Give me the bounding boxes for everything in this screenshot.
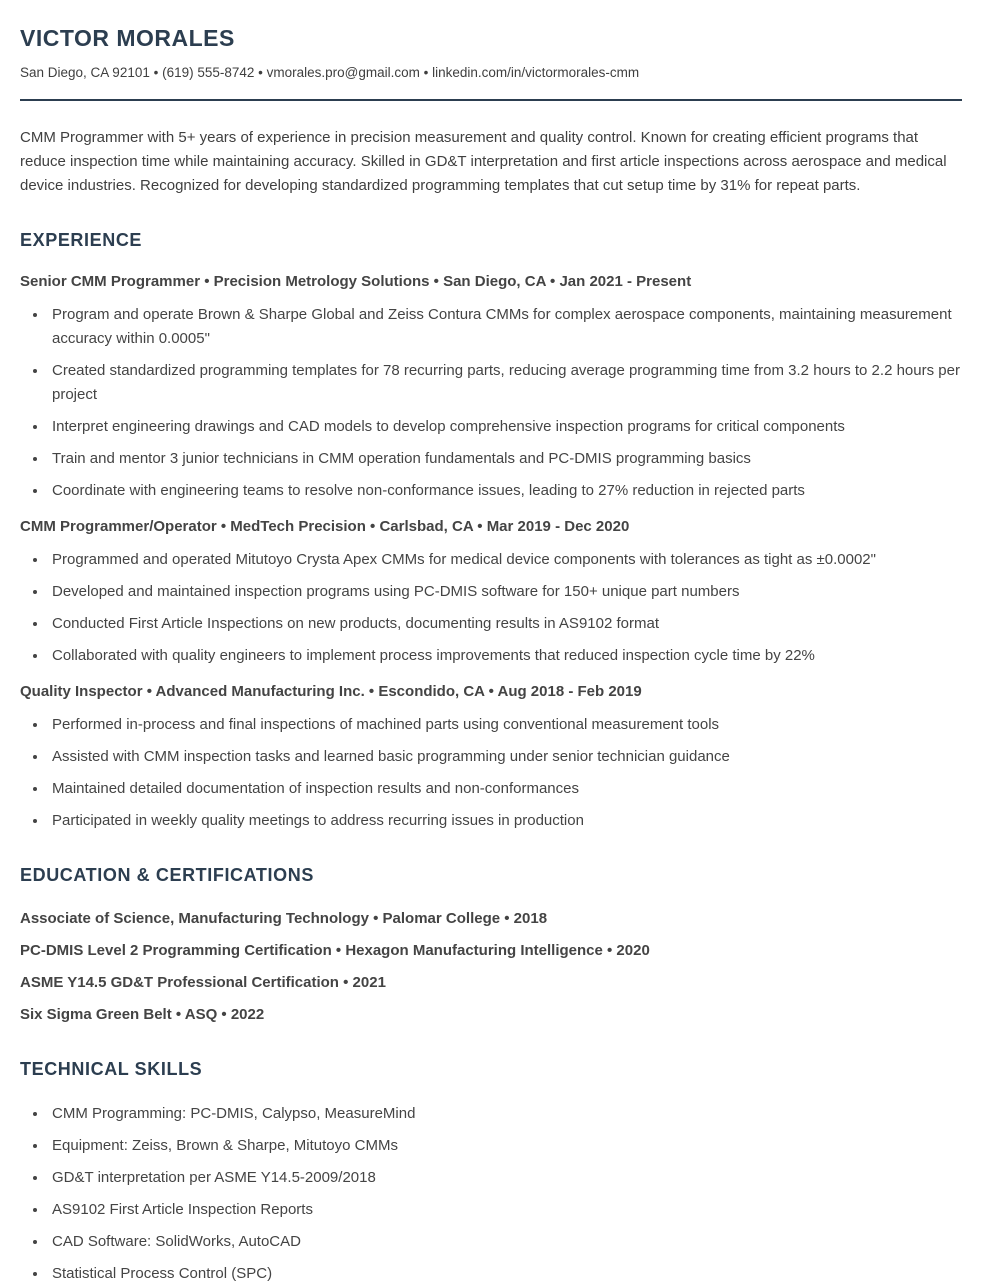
bullet-item: • Collaborated with quality engineers to implement process improvements that reduced inspection cycle time by 22% [48, 644, 962, 668]
bullet-item: • Train and mentor 3 junior technicians in CMM operation fundamentals and PC-DMIS programming basics [48, 447, 962, 471]
job-title-1: Senior CMM Programmer • Precision Metrology Solutions • San Diego, CA • Jan 2021 - Present [20, 273, 692, 290]
summary-paragraph: CMM Programmer with 5+ years of experience in precision measurement and quality control. Known for creating efficient programs that reduce inspection time while maintaining accuracy. Skilled in GD&T interpretation and first article inspections across aerospace and medical device industries. Recognized for developing standardized programming templates that cut setup time by 31% for repeat parts. [20, 129, 947, 194]
education-item: Six Sigma Green Belt • ASQ • 2022 [20, 1006, 265, 1023]
bullet-item: • Interpret engineering drawings and CAD models to develop comprehensive inspection programs for critical components [48, 415, 962, 439]
skills-list [20, 1102, 962, 1286]
bullet-item: • Assisted with CMM inspection tasks and learned basic programming under senior technician guidance [48, 745, 962, 769]
header-divider [20, 99, 962, 101]
skill-item: • CAD Software: SolidWorks, AutoCAD [48, 1230, 962, 1254]
education-item: ASME Y14.5 GD&T Professional Certification • 2021 [20, 974, 386, 991]
education-item: Associate of Science, Manufacturing Technology • Palomar College • 2018 [20, 910, 548, 927]
skill-item: • GD&T interpretation per ASME Y14.5-2009/2018 [48, 1166, 962, 1190]
bullet-item: • Program and operate Brown & Sharpe Global and Zeiss Contura CMMs for complex aerospace components, maintaining measurement accuracy within 0.0005" [48, 303, 962, 351]
job-1-bullets [20, 303, 962, 503]
bullet-item: • Created standardized programming templates for 78 recurring parts, reducing average programming time from 3.2 hours to 2.2 hours per project [48, 359, 962, 407]
education-list [20, 907, 962, 1027]
bullet-item: • Conducted First Article Inspections on new products, documenting results in AS9102 format [48, 612, 962, 636]
section-heading-education: EDUCATION & CERTIFICATIONS [20, 865, 314, 885]
education-item: PC-DMIS Level 2 Programming Certification • Hexagon Manufacturing Intelligence • 2020 [20, 942, 650, 959]
skill-item: • CMM Programming: PC-DMIS, Calypso, MeasureMind [48, 1102, 962, 1126]
job-title-2: CMM Programmer/Operator • MedTech Precision • Carlsbad, CA • Mar 2019 - Dec 2020 [20, 518, 630, 535]
name-heading: VICTOR MORALES [20, 25, 235, 51]
job-title-3: Quality Inspector • Advanced Manufacturing Inc. • Escondido, CA • Aug 2018 - Feb 2019 [20, 683, 642, 700]
section-heading-experience: EXPERIENCE [20, 230, 143, 250]
bullet-item: • Coordinate with engineering teams to resolve non-conformance issues, leading to 27% reduction in rejected parts [48, 479, 962, 503]
bullet-item: • Performed in-process and final inspections of machined parts using conventional measurement tools [48, 713, 962, 737]
skill-item: • Statistical Process Control (SPC) [48, 1262, 962, 1286]
skill-item: • Equipment: Zeiss, Brown & Sharpe, Mitutoyo CMMs [48, 1134, 962, 1158]
bullet-item: • Participated in weekly quality meetings to address recurring issues in production [48, 809, 962, 833]
bullet-item: • Maintained detailed documentation of inspection results and non-conformances [48, 777, 962, 801]
bullet-item: • Developed and maintained inspection programs using PC-DMIS software for 150+ unique part numbers [48, 580, 962, 604]
job-2-bullets [20, 548, 962, 668]
skill-item: • AS9102 First Article Inspection Reports [48, 1198, 962, 1222]
job-3-bullets [20, 713, 962, 833]
section-heading-skills: TECHNICAL SKILLS [20, 1059, 203, 1079]
contact-line: San Diego, CA 92101 • (619) 555-8742 • vmorales.pro@gmail.com • linkedin.com/in/victormorales-cmm [20, 65, 640, 80]
bullet-item: • Programmed and operated Mitutoyo Crysta Apex CMMs for medical device components with tolerances as tight as ±0.0002" [48, 548, 962, 572]
